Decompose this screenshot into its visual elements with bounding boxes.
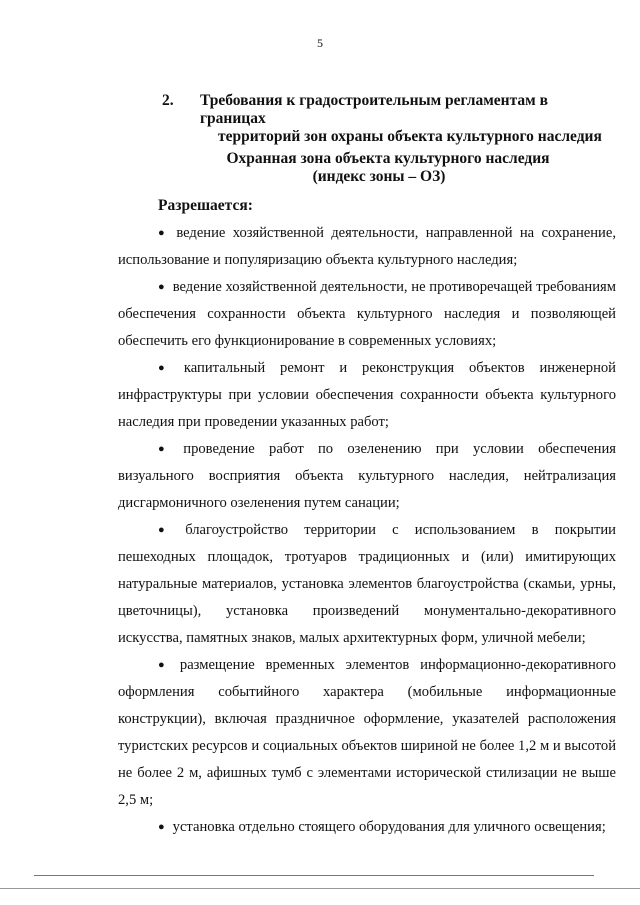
bullet-icon: ●: [158, 524, 178, 536]
list-item-text: проведение работ по озеленению при условии обеспечения визуального восприятия объекта культурного наследия, нейтрализация дисгармоничного озеленения путем санации;: [118, 441, 617, 511]
footer-divider: [34, 875, 594, 876]
zone-index: (индекс зоны – ОЗ): [312, 168, 446, 185]
page-number: 5: [317, 36, 323, 50]
zone-title: [0, 150, 640, 186]
zone-title-text: Охранная зона объекта культурного наследия: [226, 150, 550, 167]
list-item: [118, 274, 616, 355]
bullet-icon: ●: [158, 227, 169, 239]
list-item-text: капитальный ремонт и реконструкция объектов инженерной инфраструктуры при условии обеспечения сохранности объекта культурного наследия при проведении указанных работ;: [118, 360, 616, 430]
section-title-line-1: Требования к градостроительным регламентам в границах: [200, 92, 548, 127]
bullet-icon: ●: [158, 821, 165, 833]
list-item: [118, 436, 616, 517]
bullet-icon: ●: [158, 281, 165, 293]
section-heading: [162, 92, 602, 146]
list-item: [118, 220, 616, 274]
list-item: [118, 355, 616, 436]
list-item-text: установка отдельно стоящего оборудования для уличного освещения;: [172, 819, 606, 835]
allowed-label: Разрешается:: [158, 197, 253, 214]
list-item-text: ведение хозяйственной деятельности, не противоречащей требованиям обеспечения сохранности объекта культурного наследия и позволяющей обеспечить его функционирование в современных условиях;: [118, 279, 616, 349]
list-item-text: ведение хозяйственной деятельности, направленной на сохранение, использование и популяризацию объекта культурного наследия;: [118, 225, 616, 268]
bullet-icon: ●: [158, 362, 176, 374]
list-item: [118, 814, 616, 841]
section-title-line-2: территорий зон охраны объекта культурного наследия: [218, 128, 602, 145]
footer-divider: [0, 888, 640, 889]
section-number: 2.: [162, 92, 174, 109]
list-item: [118, 652, 616, 814]
allowed-list: [118, 220, 616, 841]
list-item-text: размещение временных элементов информационно-декоративного оформления событийного характера (мобильные информационные конструкции), включая праздничное оформление, указателей расположения туристских ресурсов и социальных объектов шириной не более 1,2 м и высотой не более 2 м, афишных тумб с элементами исторической стилизации не выше 2,5 м;: [118, 657, 616, 808]
bullet-icon: ●: [158, 659, 172, 671]
list-item: [118, 517, 616, 652]
list-item-text: благоустройство территории с использованием в покрытии пешеходных площадок, тротуаров традиционных и (или) имитирующих натуральные материалов, установка элементов благоустройства (скамьи, урны, цветочницы), установка произведений монументально-декоративного искусства, памятных знаков, малых архитектурных форм, уличной мебели;: [118, 522, 616, 646]
bullet-icon: ●: [158, 443, 176, 455]
